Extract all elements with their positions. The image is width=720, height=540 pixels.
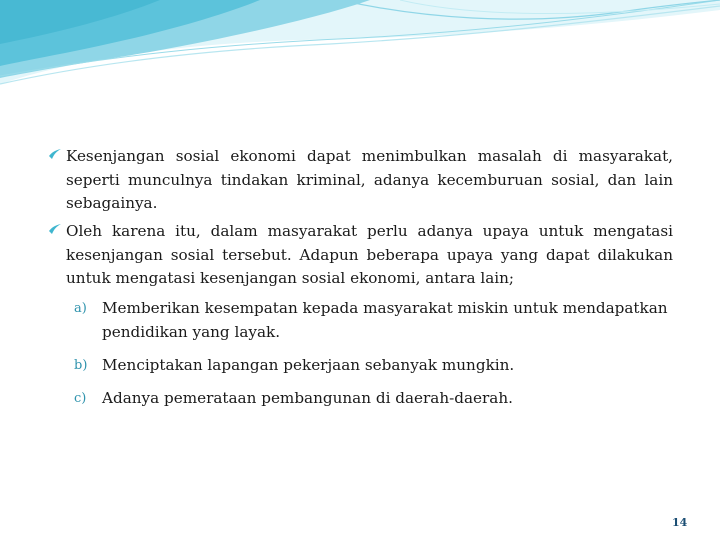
sub-list-item <box>74 354 674 378</box>
list-letter: c) <box>74 391 87 406</box>
swoosh-bullet-icon <box>48 147 62 167</box>
bullet-text: Oleh karena itu, dalam masyarakat perlu adanya upaya untuk mengatasi kesenjangan sosial tersebut. Adapun beberapa upaya yang dapat dilakukan untuk mengatasi kesenjangan sosial ekonomi, antara lain; <box>66 222 673 287</box>
bullet-text: Kesenjangan sosial ekonomi dapat menimbulkan masalah di masyarakat, seperti munculnya tindakan kriminal, adanya kecemburuan sosial, dan lain sebagainya. <box>66 147 673 212</box>
list-item-text: Memberikan kesempatan kepada masyarakat miskin untuk mendapatkan pendidikan yang layak. <box>102 299 668 341</box>
list-item-text: Menciptakan lapangan pekerjaan sebanyak mungkin. <box>102 356 515 374</box>
bullet-item <box>48 145 673 216</box>
list-letter: a) <box>74 301 87 316</box>
header-wave-decoration <box>0 0 720 100</box>
list-item-text: Adanya pemerataan pembangunan di daerah-daerah. <box>102 389 513 407</box>
list-letter: b) <box>74 358 88 373</box>
swoosh-bullet-icon <box>48 222 62 242</box>
page-number: 14 <box>672 516 688 529</box>
bullet-item <box>48 220 673 291</box>
sub-list-item <box>74 297 674 344</box>
sub-list-item <box>74 387 674 411</box>
